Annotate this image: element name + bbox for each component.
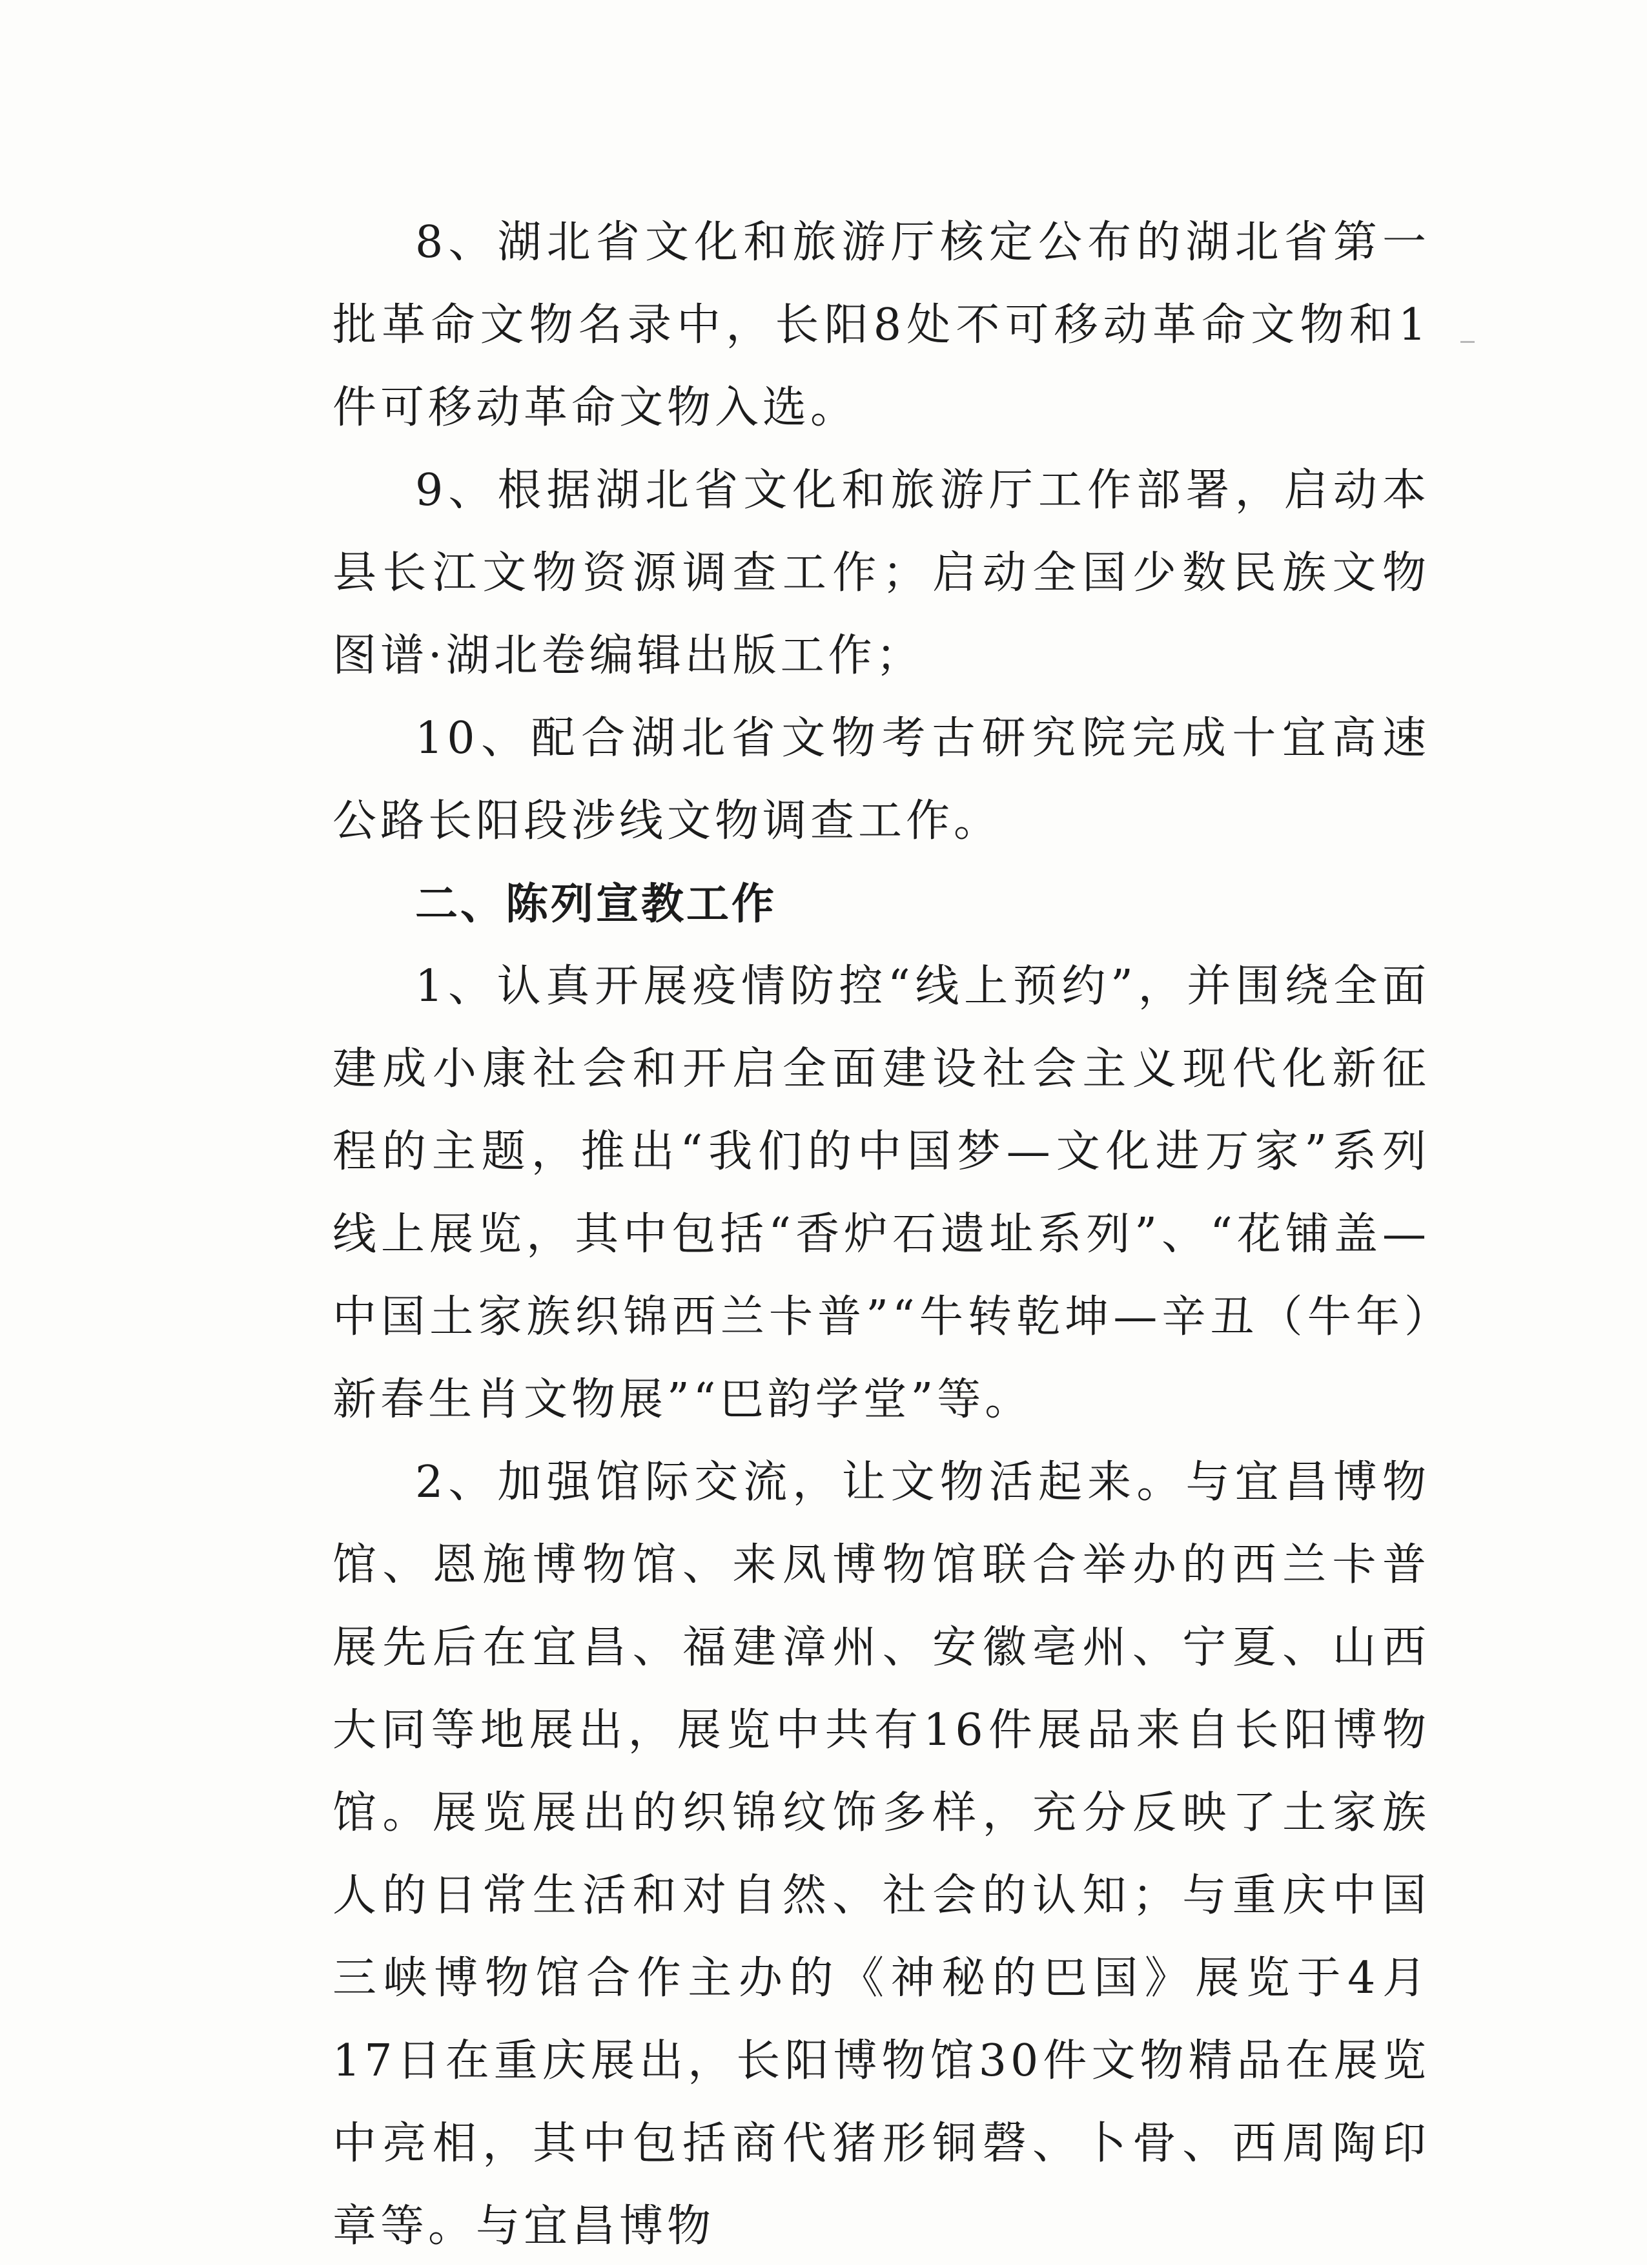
paragraph-item-10: 10、配合湖北省文物考古研究院完成十宜高速公路长阳段涉线文物调查工作。 xyxy=(332,713,1430,847)
paragraph-item-1: 1、认真开展疫情防控“线上预约”，并围绕全面建成小康社会和开启全面建设社会主义现代化新征程的主题，推出“我们的中国梦—文化进万家”系列线上展览，其中包括“香炉石遗址系列”、“花铺盖—中国土家族织锦西兰卡普”“牛转乾坤—辛丑（牛年）新春生肖文物展”“巴韵学堂”等。 xyxy=(332,961,1430,1425)
section-heading: 二、陈列宣教工作 xyxy=(415,879,777,929)
paragraph-item-2: 2、加强馆际交流，让文物活起来。与宜昌博物馆、恩施博物馆、来凤博物馆联合举办的西兰卡普展先后在宜昌、福建漳州、安徽亳州、宁夏、山西大同等地展出，展览中共有16件展品来自长阳博物馆。展览展出的织锦纹饰多样，充分反映了土家族人的日常生活和对自然、社会的认知；与重庆中国三峡博物馆合作主办的《神秘的巴国》展览于4月17日在重庆展出，长阳博物馆30件文物精品在展览中亮相，其中包括商代猪形铜磬、卜骨、西周陶印章等。与宜昌博物 xyxy=(332,1457,1430,2252)
paragraph-item-8: 8、湖北省文化和旅游厅核定公布的湖北省第一批革命文物名录中，长阳8处不可移动革命文物和1件可移动革命文物入选。 xyxy=(332,217,1430,433)
scan-mark xyxy=(1460,341,1475,343)
document-body xyxy=(332,201,1430,2268)
paragraph-item-9: 9、根据湖北省文化和旅游厅工作部署，启动本县长江文物资源调查工作；启动全国少数民族文物图谱·湖北卷编辑出版工作； xyxy=(332,465,1430,681)
